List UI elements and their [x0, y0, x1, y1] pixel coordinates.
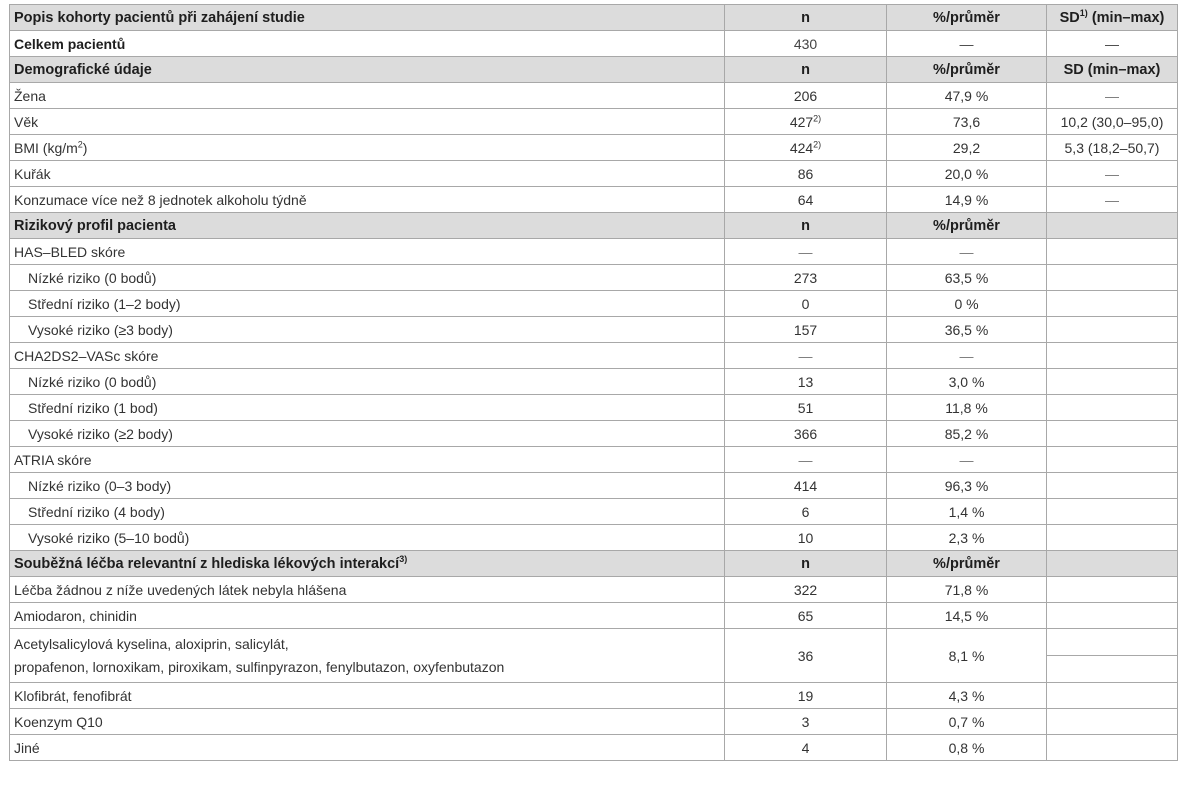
- table-row: [10, 499, 1178, 525]
- section-title: Rizikový profil pacienta: [10, 213, 725, 239]
- row-sd-empty: [1047, 421, 1178, 447]
- section-header-risk-profile: [10, 213, 1178, 239]
- row-percent: —: [887, 343, 1047, 369]
- row-label: HAS–BLED skóre: [10, 239, 725, 265]
- section-title: [10, 551, 725, 577]
- row-label: [10, 135, 725, 161]
- row-sd-empty: [1047, 317, 1178, 343]
- row-percent: 29,2: [887, 135, 1047, 161]
- row-n: [725, 135, 887, 161]
- row-percent: 14,9 %: [887, 187, 1047, 213]
- cohort-table-container: [9, 4, 1177, 761]
- row-sd-empty: [1047, 709, 1178, 735]
- section-n-header: n: [725, 551, 887, 577]
- row-label: CHA2DS2–VASc skóre: [10, 343, 725, 369]
- table-row: [10, 265, 1178, 291]
- row-label: Vysoké riziko (≥3 body): [10, 317, 725, 343]
- section-header-concomitant-drugs: [10, 551, 1178, 577]
- table-row: [10, 187, 1178, 213]
- table-row: [10, 577, 1178, 603]
- table-row: [10, 135, 1178, 161]
- row-label: Nízké riziko (0 bodů): [10, 265, 725, 291]
- section-n-header: n: [725, 213, 887, 239]
- row-n: 4: [725, 735, 887, 761]
- row-percent: 0,7 %: [887, 709, 1047, 735]
- row-sd-empty: [1047, 499, 1178, 525]
- section-percent-header: %/průměr: [887, 551, 1047, 577]
- header-cell-percent: %/průměr: [887, 5, 1047, 31]
- table-row: [10, 161, 1178, 187]
- table-row: [10, 369, 1178, 395]
- row-n: 0: [725, 291, 887, 317]
- row-percent: 63,5 %: [887, 265, 1047, 291]
- row-percent: 71,8 %: [887, 577, 1047, 603]
- section-header-demographics: [10, 57, 1178, 83]
- row-n-value: 424: [789, 139, 814, 156]
- row-n: 157: [725, 317, 887, 343]
- table-row: [10, 709, 1178, 735]
- row-sd-empty: [1047, 291, 1178, 317]
- total-row: [10, 31, 1178, 57]
- row-sd: 10,2 (30,0–95,0): [1047, 109, 1178, 135]
- total-percent: —: [887, 31, 1047, 57]
- row-percent: 3,0 %: [887, 369, 1047, 395]
- row-n: 3: [725, 709, 887, 735]
- table-row: [10, 109, 1178, 135]
- footnote-2-marker: 2): [813, 138, 822, 149]
- row-percent: 14,5 %: [887, 603, 1047, 629]
- table-row: [10, 343, 1178, 369]
- row-label: Konzumace více než 8 jednotek alkoholu týdně: [10, 187, 725, 213]
- row-percent: —: [887, 447, 1047, 473]
- row-sd-empty: [1047, 603, 1178, 629]
- row-label-line-2: propafenon, lornoxikam, piroxikam, sulfinpyrazon, fenylbutazon, oxyfenbutazon: [14, 658, 505, 675]
- bmi-label: BMI (kg/m: [14, 139, 78, 156]
- row-percent: 73,6: [887, 109, 1047, 135]
- row-percent: 2,3 %: [887, 525, 1047, 551]
- row-percent: 11,8 %: [887, 395, 1047, 421]
- row-n: 64: [725, 187, 887, 213]
- header-sd-range: (min–max): [1087, 9, 1165, 26]
- row-percent: 0 %: [887, 291, 1047, 317]
- table-row: [10, 421, 1178, 447]
- row-label: Koenzym Q10: [10, 709, 725, 735]
- row-sd-empty: [1047, 343, 1178, 369]
- bmi-exponent: 2: [77, 138, 83, 149]
- row-percent: 20,0 %: [887, 161, 1047, 187]
- row-n-value: 427: [789, 113, 814, 130]
- footnote-3-marker: 3): [399, 553, 408, 564]
- footnote-2-marker: 2): [813, 112, 822, 123]
- section-empty-cell: [1047, 213, 1178, 239]
- row-percent: 4,3 %: [887, 683, 1047, 709]
- row-n: 13: [725, 369, 887, 395]
- row-n: 51: [725, 395, 887, 421]
- row-label: [10, 629, 725, 683]
- row-percent: 0,8 %: [887, 735, 1047, 761]
- row-sd: —: [1047, 83, 1178, 109]
- table-row: [10, 603, 1178, 629]
- row-sd-empty: [1047, 265, 1178, 291]
- row-percent: 47,9 %: [887, 83, 1047, 109]
- total-sd: —: [1047, 31, 1178, 57]
- row-sd-empty: [1047, 683, 1178, 709]
- row-label: Střední riziko (1–2 body): [10, 291, 725, 317]
- row-sd: —: [1047, 187, 1178, 213]
- table-row: [10, 239, 1178, 265]
- section-n-header: n: [725, 57, 887, 83]
- row-percent: 36,5 %: [887, 317, 1047, 343]
- section-empty-cell: [1047, 551, 1178, 577]
- header-sd-text: SD: [1059, 9, 1080, 26]
- row-percent: 96,3 %: [887, 473, 1047, 499]
- row-sd: —: [1047, 161, 1178, 187]
- row-n: —: [725, 447, 887, 473]
- section-percent-header: %/průměr: [887, 213, 1047, 239]
- table-row: [10, 395, 1178, 421]
- row-sd-empty: [1047, 735, 1178, 761]
- row-label: Věk: [10, 109, 725, 135]
- row-n: 36: [725, 629, 887, 683]
- row-n: 10: [725, 525, 887, 551]
- row-n: 65: [725, 603, 887, 629]
- row-sd-empty: [1047, 629, 1178, 683]
- row-label: Léčba žádnou z níže uvedených látek nebyla hlášena: [10, 577, 725, 603]
- row-label: Vysoké riziko (5–10 bodů): [10, 525, 725, 551]
- row-label: ATRIA skóre: [10, 447, 725, 473]
- row-label: Střední riziko (4 body): [10, 499, 725, 525]
- row-label: Nízké riziko (0 bodů): [10, 369, 725, 395]
- section-title-text: Souběžná léčba relevantní z hlediska lékových interakcí: [14, 555, 400, 572]
- row-n: 322: [725, 577, 887, 603]
- row-sd-empty: [1047, 525, 1178, 551]
- table-row: [10, 473, 1178, 499]
- row-n: 86: [725, 161, 887, 187]
- row-label: Nízké riziko (0–3 body): [10, 473, 725, 499]
- table-row: [10, 525, 1178, 551]
- table-row: [10, 683, 1178, 709]
- row-sd-empty: [1047, 447, 1178, 473]
- row-label: Střední riziko (1 bod): [10, 395, 725, 421]
- row-label: Vysoké riziko (≥2 body): [10, 421, 725, 447]
- row-sd-empty: [1047, 369, 1178, 395]
- table-row: [10, 317, 1178, 343]
- row-label: Jiné: [10, 735, 725, 761]
- cell-bottom: [1047, 656, 1177, 682]
- row-percent: 1,4 %: [887, 499, 1047, 525]
- row-percent: 85,2 %: [887, 421, 1047, 447]
- section-percent-header: %/průměr: [887, 57, 1047, 83]
- cohort-table: [9, 4, 1178, 761]
- row-n: —: [725, 343, 887, 369]
- row-sd-empty: [1047, 577, 1178, 603]
- cell-divider: [1047, 629, 1177, 656]
- row-n: 414: [725, 473, 887, 499]
- row-n: 273: [725, 265, 887, 291]
- table-header-row: [10, 5, 1178, 31]
- row-n: 19: [725, 683, 887, 709]
- row-label: Klofibrát, fenofibrát: [10, 683, 725, 709]
- total-n: 430: [725, 31, 887, 57]
- section-sd-header: SD (min–max): [1047, 57, 1178, 83]
- row-n: 206: [725, 83, 887, 109]
- row-label: Žena: [10, 83, 725, 109]
- header-cell-description: Popis kohorty pacientů při zahájení studie: [10, 5, 725, 31]
- row-n: 6: [725, 499, 887, 525]
- row-n: [725, 109, 887, 135]
- row-sd-empty: [1047, 239, 1178, 265]
- row-label-line-1: Acetylsalicylová kyselina, aloxiprin, salicylát,: [14, 635, 289, 652]
- table-row: [10, 291, 1178, 317]
- header-cell-n: n: [725, 5, 887, 31]
- row-sd-empty: [1047, 473, 1178, 499]
- section-title: Demografické údaje: [10, 57, 725, 83]
- row-percent: 8,1 %: [887, 629, 1047, 683]
- total-label: Celkem pacientů: [10, 31, 725, 57]
- header-cell-sd: [1047, 5, 1178, 31]
- row-sd-empty: [1047, 395, 1178, 421]
- table-row: [10, 447, 1178, 473]
- table-row: [10, 735, 1178, 761]
- row-percent: —: [887, 239, 1047, 265]
- table-row: [10, 629, 1178, 683]
- bmi-label-end: ): [82, 139, 88, 156]
- table-row: [10, 83, 1178, 109]
- row-n: —: [725, 239, 887, 265]
- row-label: Kuřák: [10, 161, 725, 187]
- row-label: Amiodaron, chinidin: [10, 603, 725, 629]
- row-n: 366: [725, 421, 887, 447]
- row-sd: 5,3 (18,2–50,7): [1047, 135, 1178, 161]
- footnote-1-marker: 1): [1079, 7, 1088, 18]
